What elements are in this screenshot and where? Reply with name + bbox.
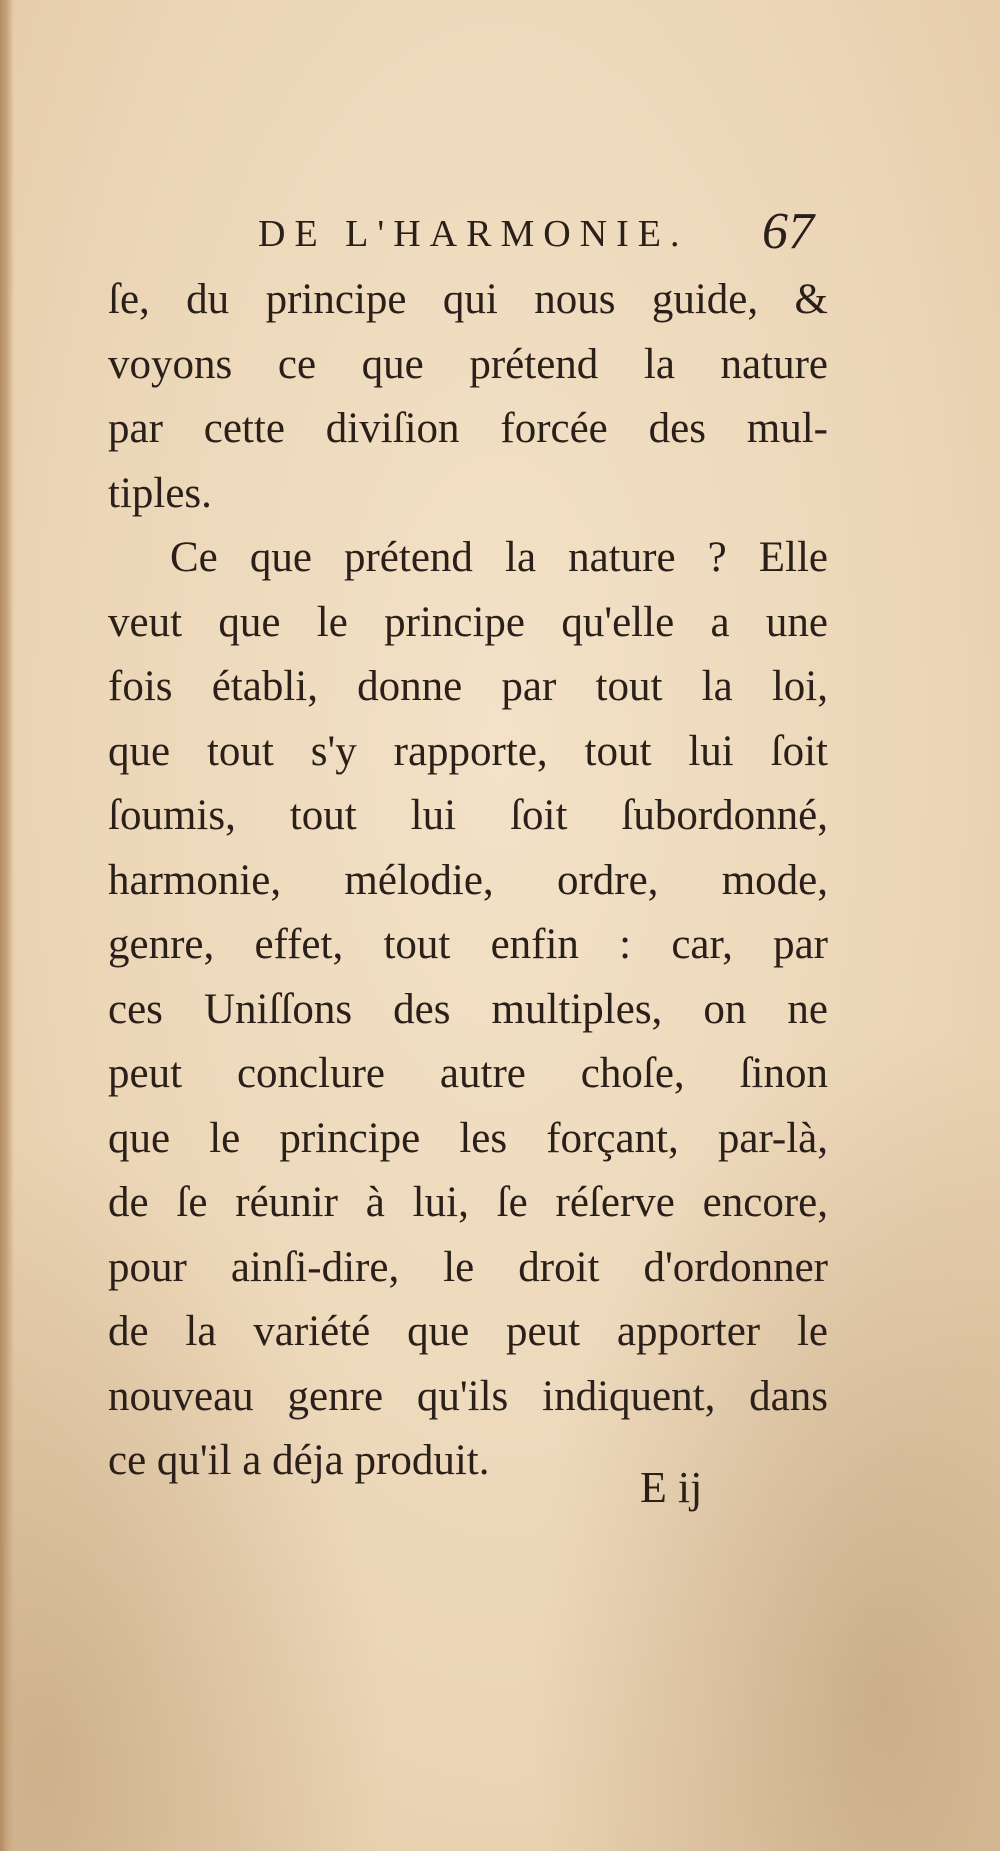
text-line: fois établi, donne par tout la loi, [108,663,828,710]
text-line: veut que le principe qu'elle a une [108,598,828,646]
text-line: genre, effet, tout enfin : car, par [108,921,828,968]
body-text [108,268,828,1494]
text-line: tiples. [108,469,212,517]
text-line: de ſe réunir à lui, ſe réſerve encore, [108,1179,828,1226]
text-line: ſe, du principe qui nous guide, & [108,276,828,323]
text-line: ces Uniſſons des multiples, on ne [108,985,828,1033]
text-line: de la variété que peut apporter le [108,1308,828,1355]
text-line: harmonie, mélodie, ordre, mode, [108,856,828,904]
text-line: que tout s'y rapporte, tout lui ſoit [108,727,828,775]
text-line: peut conclure autre choſe, ſinon [108,1050,828,1097]
page-binding-edge [0,0,14,1851]
text-line: que le principe les forçant, par-là, [108,1114,828,1162]
text-line: voyons ce que prétend la nature [108,340,828,388]
page-number: 67 [762,203,814,260]
text-line: ſoumis, tout lui ſoit ſubordonné, [108,792,828,839]
text-line: pour ainſi-dire, le droit d'ordonner [108,1243,828,1291]
text-line: nouveau genre qu'ils indiquent, dans [108,1372,828,1420]
text-line: par cette diviſion forcée des mul- [108,405,828,452]
signature-mark: E ij [640,1463,703,1512]
running-head: DE L'HARMONIE. [258,213,689,255]
text-line: ce qu'il a déja produit. [108,1437,490,1484]
text-line: Ce que prétend la nature ? Elle [170,534,828,581]
